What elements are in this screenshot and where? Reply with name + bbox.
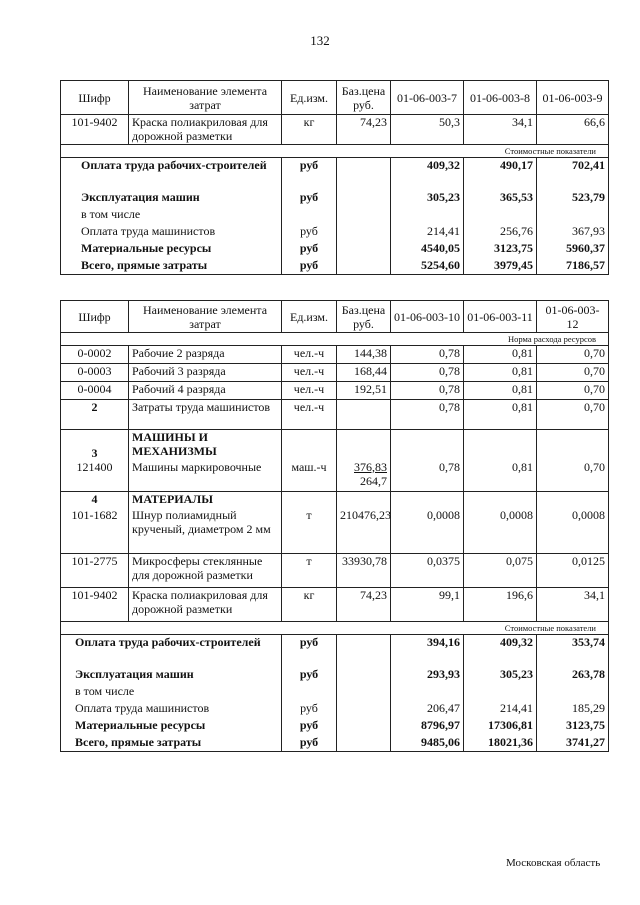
cell-code: 0-0003 bbox=[61, 364, 129, 382]
table-row bbox=[61, 460, 609, 492]
cell-name: Шнур полиамидный крученый, диаметром 2 мм bbox=[129, 508, 282, 554]
cell-name: Краска полиакриловая для дорожной разметки bbox=[129, 115, 282, 145]
cell-price-secondary: 264,7 bbox=[360, 473, 387, 488]
cost-unit: руб bbox=[282, 224, 337, 241]
section-code: 3 bbox=[61, 430, 129, 460]
cost-row bbox=[61, 684, 609, 701]
cost-v2: 214,41 bbox=[464, 701, 537, 718]
section-row bbox=[61, 492, 609, 508]
cost-v3: 185,29 bbox=[537, 701, 609, 718]
cost-name: Всего, прямые затраты bbox=[61, 735, 282, 752]
table-row bbox=[61, 382, 609, 400]
cell-v2: 0,0008 bbox=[464, 508, 537, 554]
cost-name: Оплата труда рабочих-строителей bbox=[61, 635, 282, 667]
cost-row bbox=[61, 635, 609, 667]
subheader-row bbox=[61, 145, 609, 158]
header-unit: Ед.изм. bbox=[282, 301, 337, 333]
cost-v3: 5960,37 bbox=[537, 241, 609, 258]
cell-price: 168,44 bbox=[337, 364, 391, 382]
cell-v3: 66,6 bbox=[537, 115, 609, 145]
header-code: Шифр bbox=[61, 301, 129, 333]
cost-name: Оплата труда машинистов bbox=[61, 224, 282, 241]
cell-v2: 196,6 bbox=[464, 588, 537, 622]
cell-name: Краска полиакриловая для дорожной разметки bbox=[129, 588, 282, 622]
cost-v2: 3979,45 bbox=[464, 258, 537, 275]
subheader-row bbox=[61, 622, 609, 635]
cost-v1: 206,47 bbox=[391, 701, 464, 718]
cell-name: Рабочий 4 разряда bbox=[129, 382, 282, 400]
cost-v3: 353,74 bbox=[537, 635, 609, 667]
header-name: Наименование элемента затрат bbox=[129, 301, 282, 333]
cell-v1: 0,78 bbox=[391, 460, 464, 492]
subheader-cost-indicators: Стоимостные показатели bbox=[61, 622, 609, 635]
cell-v1: 0,78 bbox=[391, 346, 464, 364]
cell-v2: 0,81 bbox=[464, 400, 537, 430]
cost-row bbox=[61, 158, 609, 190]
cost-v3: 367,93 bbox=[537, 224, 609, 241]
cell-price: 144,38 bbox=[337, 346, 391, 364]
header-col2: 01-06-003-11 bbox=[464, 301, 537, 333]
table-row bbox=[61, 400, 609, 430]
cost-name: Материальные ресурсы bbox=[61, 718, 282, 735]
subheader-row bbox=[61, 333, 609, 346]
cost-row bbox=[61, 667, 609, 684]
cell-price: 210476,23 bbox=[337, 508, 391, 554]
cost-v2: 3123,75 bbox=[464, 241, 537, 258]
page-number: 132 bbox=[310, 33, 330, 48]
table-row bbox=[61, 508, 609, 554]
cell-v3: 0,70 bbox=[537, 364, 609, 382]
cell-price: 376,83 bbox=[354, 459, 387, 474]
cost-v1: 293,93 bbox=[391, 667, 464, 684]
cell-unit: чел.-ч bbox=[282, 382, 337, 400]
footer-region: Московская область bbox=[506, 857, 601, 869]
header-col2: 01-06-003-8 bbox=[464, 81, 537, 115]
cell-v3: 0,0008 bbox=[537, 508, 609, 554]
cell-v1: 0,0375 bbox=[391, 554, 464, 588]
cell-code: 0-0004 bbox=[61, 382, 129, 400]
cost-row bbox=[61, 735, 609, 752]
cell-price: 74,23 bbox=[337, 588, 391, 622]
cost-v2: 409,32 bbox=[464, 635, 537, 667]
cell-v1: 0,78 bbox=[391, 400, 464, 430]
cell-v2: 0,81 bbox=[464, 364, 537, 382]
cost-v1: 8796,97 bbox=[391, 718, 464, 735]
resource-table-1 bbox=[60, 80, 609, 275]
cost-unit: руб bbox=[282, 718, 337, 735]
cost-name: Всего, прямые затраты bbox=[61, 258, 282, 275]
header-col1: 01-06-003-7 bbox=[391, 81, 464, 115]
table-row bbox=[61, 364, 609, 382]
cell-unit: т bbox=[282, 508, 337, 554]
cost-v2: 18021,36 bbox=[464, 735, 537, 752]
cell-name: Машины маркировочные bbox=[129, 460, 282, 492]
cost-unit: руб bbox=[282, 258, 337, 275]
cost-row bbox=[61, 224, 609, 241]
header-code: Шифр bbox=[61, 81, 129, 115]
cost-name: Оплата труда рабочих-строителей bbox=[61, 158, 282, 190]
cell-unit: маш.-ч bbox=[282, 460, 337, 492]
cell-name: Рабочие 2 разряда bbox=[129, 346, 282, 364]
cell-v1: 0,0008 bbox=[391, 508, 464, 554]
cost-unit: руб bbox=[282, 667, 337, 684]
cost-v3: 523,79 bbox=[537, 190, 609, 207]
cell-price: 192,51 bbox=[337, 382, 391, 400]
table-row bbox=[61, 554, 609, 588]
cell-v3: 34,1 bbox=[537, 588, 609, 622]
header-name: Наименование элемента затрат bbox=[129, 81, 282, 115]
cost-v1: 409,32 bbox=[391, 158, 464, 190]
section-title: МАТЕРИАЛЫ bbox=[129, 492, 282, 508]
header-base-price: Баз.цена руб. bbox=[337, 81, 391, 115]
cost-v3: 3741,27 bbox=[537, 735, 609, 752]
cell-code: 121400 bbox=[61, 460, 129, 492]
cost-name: Эксплуатация машин bbox=[61, 190, 282, 207]
cost-row bbox=[61, 258, 609, 275]
cost-unit: руб bbox=[282, 158, 337, 190]
cost-unit: руб bbox=[282, 701, 337, 718]
cost-name: Материальные ресурсы bbox=[61, 241, 282, 258]
cell-v2: 0,81 bbox=[464, 460, 537, 492]
cell-v2: 0,075 bbox=[464, 554, 537, 588]
cell-v2: 34,1 bbox=[464, 115, 537, 145]
subheader-resource-norm: Норма расхода ресурсов bbox=[61, 333, 609, 346]
table-row bbox=[61, 115, 609, 145]
cost-v2: 256,76 bbox=[464, 224, 537, 241]
cost-v3: 263,78 bbox=[537, 667, 609, 684]
cost-unit: руб bbox=[282, 735, 337, 752]
cost-v2: 490,17 bbox=[464, 158, 537, 190]
cost-row bbox=[61, 190, 609, 207]
cell-code: 101-9402 bbox=[61, 588, 129, 622]
cell-v3: 0,0125 bbox=[537, 554, 609, 588]
cell-v3: 0,70 bbox=[537, 346, 609, 364]
cell-v1: 50,3 bbox=[391, 115, 464, 145]
header-col3: 01-06-003-12 bbox=[537, 301, 609, 333]
table-row bbox=[61, 346, 609, 364]
cost-unit: руб bbox=[282, 190, 337, 207]
cell-v1: 99,1 bbox=[391, 588, 464, 622]
section-code: 4 bbox=[61, 492, 129, 508]
cell-code: 2 bbox=[61, 400, 129, 430]
cost-unit: руб bbox=[282, 635, 337, 667]
table-header-row bbox=[61, 81, 609, 115]
cost-v2: 17306,81 bbox=[464, 718, 537, 735]
cell-v1: 0,78 bbox=[391, 364, 464, 382]
cell-v3: 0,70 bbox=[537, 400, 609, 430]
section-title: МАШИНЫ И МЕХАНИЗМЫ bbox=[129, 430, 282, 460]
cell-name: Микросферы стеклянные для дорожной разметки bbox=[129, 554, 282, 588]
cell-code: 101-1682 bbox=[61, 508, 129, 554]
cell-unit: т bbox=[282, 554, 337, 588]
cost-row bbox=[61, 241, 609, 258]
cost-name: в том числе bbox=[61, 207, 282, 224]
cell-unit: кг bbox=[282, 588, 337, 622]
cell-code: 0-0002 bbox=[61, 346, 129, 364]
cell-code: 101-2775 bbox=[61, 554, 129, 588]
cell-v3: 0,70 bbox=[537, 460, 609, 492]
cell-name: Рабочий 3 разряда bbox=[129, 364, 282, 382]
cost-unit: руб bbox=[282, 241, 337, 258]
cell-price: 33930,78 bbox=[337, 554, 391, 588]
cost-v1: 305,23 bbox=[391, 190, 464, 207]
cost-name: в том числе bbox=[61, 684, 282, 701]
cell-v2: 0,81 bbox=[464, 346, 537, 364]
header-unit: Ед.изм. bbox=[282, 81, 337, 115]
cell-code: 101-9402 bbox=[61, 115, 129, 145]
cell-v2: 0,81 bbox=[464, 382, 537, 400]
cell-v3: 0,70 bbox=[537, 382, 609, 400]
cell-name: Затраты труда машинистов bbox=[129, 400, 282, 430]
cell-unit: кг bbox=[282, 115, 337, 145]
cost-row bbox=[61, 207, 609, 224]
cell-unit: чел.-ч bbox=[282, 346, 337, 364]
cost-v1: 394,16 bbox=[391, 635, 464, 667]
cost-v3: 7186,57 bbox=[537, 258, 609, 275]
cost-v1: 214,41 bbox=[391, 224, 464, 241]
table-header-row bbox=[61, 301, 609, 333]
cost-name: Эксплуатация машин bbox=[61, 667, 282, 684]
cost-row bbox=[61, 701, 609, 718]
cost-v3: 702,41 bbox=[537, 158, 609, 190]
cell-v1: 0,78 bbox=[391, 382, 464, 400]
cost-v1: 5254,60 bbox=[391, 258, 464, 275]
table-row bbox=[61, 588, 609, 622]
cell-unit: чел.-ч bbox=[282, 400, 337, 430]
cost-v3: 3123,75 bbox=[537, 718, 609, 735]
cost-v2: 305,23 bbox=[464, 667, 537, 684]
header-col3: 01-06-003-9 bbox=[537, 81, 609, 115]
cost-v1: 4540,05 bbox=[391, 241, 464, 258]
resource-table-2 bbox=[60, 300, 609, 752]
cost-name: Оплата труда машинистов bbox=[61, 701, 282, 718]
cost-v1: 9485,06 bbox=[391, 735, 464, 752]
header-col1: 01-06-003-10 bbox=[391, 301, 464, 333]
cell-price: 74,23 bbox=[337, 115, 391, 145]
cost-row bbox=[61, 718, 609, 735]
section-row bbox=[61, 430, 609, 460]
cost-v2: 365,53 bbox=[464, 190, 537, 207]
cell-unit: чел.-ч bbox=[282, 364, 337, 382]
header-base-price: Баз.цена руб. bbox=[337, 301, 391, 333]
subheader-cost-indicators: Стоимостные показатели bbox=[61, 145, 609, 158]
